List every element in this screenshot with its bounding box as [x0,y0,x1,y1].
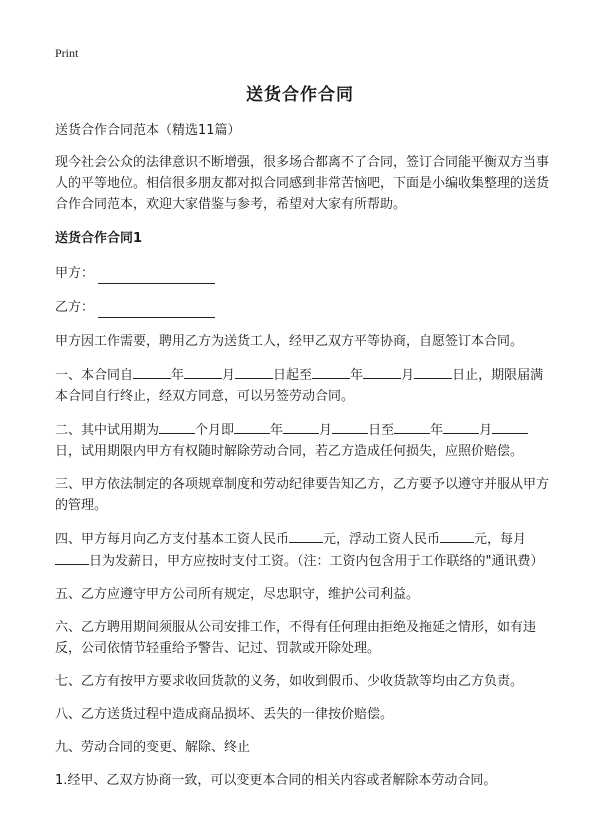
clause-1-text: 一、本合同自 [55,368,134,383]
clause-3: 三、甲方依法制定的各项规章制度和劳动纪律要告知乙方，乙方要予以遵守并服从甲方的管理。 [55,477,550,513]
clause-5: 五、乙方应遵守甲方公司所有规定，尽忠职守，维护公司利益。 [55,587,420,602]
clause-9: 九、劳动合同的变更、解除、终止 [55,740,251,755]
blank [235,364,273,379]
blank [289,528,323,543]
blank [332,419,368,434]
document-body [55,120,550,803]
section-heading: 送货合作合同1 [55,231,143,246]
party-b-label: 乙方： [55,300,95,315]
blank [55,550,89,565]
clause-2-text: 年 [270,423,284,438]
clause-1 [55,364,550,407]
clause-1-text: 日止，期限届满本合同自行终止，经双方同意，可以另签劳动合同。 [55,368,544,404]
blank [492,419,528,434]
clause-1-text: 月 [401,368,415,383]
clause-6: 六、乙方聘用期间须服从公司安排工作，不得有任何理由拒绝及拖延之情形，如有违反，公司依情节轻重给予警告、记过、罚款或开除处理。 [55,620,537,656]
document-subtitle: 送货合作合同范本（精选11篇） [55,123,241,138]
party-b-blank [98,302,215,318]
clause-4-text: 四、甲方每月向乙方支付基本工资人民币 [55,532,290,547]
clause-4-text: 日为发薪日，甲方应按时支付工资。（注：工资内包含用于工作联络的"通讯费） [89,554,544,569]
clause-2-text: 二、其中试用期为 [55,423,160,438]
clause-2-text: 月 [479,423,493,438]
party-b-row [55,297,550,318]
blank [394,419,430,434]
party-a-blank [98,268,215,284]
clause-8: 八、乙方送货过程中造成商品损坏、丢失的一律按价赔偿。 [55,707,394,722]
preamble-paragraph: 甲方因工作需要，聘用乙方为送货工人，经甲乙双方平等协商，自愿签订本合同。 [55,334,524,349]
blank [440,528,474,543]
clause-2-text: 月 [319,423,333,438]
blank [312,364,350,379]
clause-2 [55,419,550,462]
clause-1-text: 年 [171,368,185,383]
clause-4 [55,528,550,572]
party-a-row [55,263,550,284]
clause-2-text: 日至 [368,423,395,438]
clause-2-text: 个月即 [195,423,235,438]
blank [443,419,479,434]
clause-4-text: 元，每月 [474,532,527,547]
clause-1-text: 年 [350,368,364,383]
blank [363,364,401,379]
blank [159,419,195,434]
blank [283,419,319,434]
blank [184,364,222,379]
blank [133,364,171,379]
clause-2-text: 日，试用期限内甲方有权随时解除劳动合同，若乙方造成任何损失，应照价赔偿。 [55,444,524,459]
clause-4-text: 元，浮动工资人民币 [323,532,441,547]
blank [414,364,452,379]
clause-7: 七、乙方有按甲方要求收回货款的义务，如收到假币、少收货款等均由乙方负责。 [55,674,524,689]
print-link[interactable]: Print [55,46,79,60]
clause-1-text: 日起至 [273,368,313,383]
clause-9-item-1: 1.经甲、乙双方协商一致，可以变更本合同的相关内容或者解除本劳动合同。 [55,773,497,788]
clause-2-text: 年 [430,423,444,438]
blank [234,419,270,434]
document-title: 送货合作合同 [246,85,354,105]
clause-1-text: 月 [222,368,236,383]
intro-paragraph: 现今社会公众的法律意识不断增强，很多场合都离不了合同，签订合同能平衡双方当事人的平等地位。相信很多朋友都对拟合同感到非常苦恼吧，下面是小编收集整理的送货合作合同范本，欢迎大家借鉴与参考，希望对大家有所帮助。 [55,155,550,212]
party-a-label: 甲方： [55,266,95,281]
